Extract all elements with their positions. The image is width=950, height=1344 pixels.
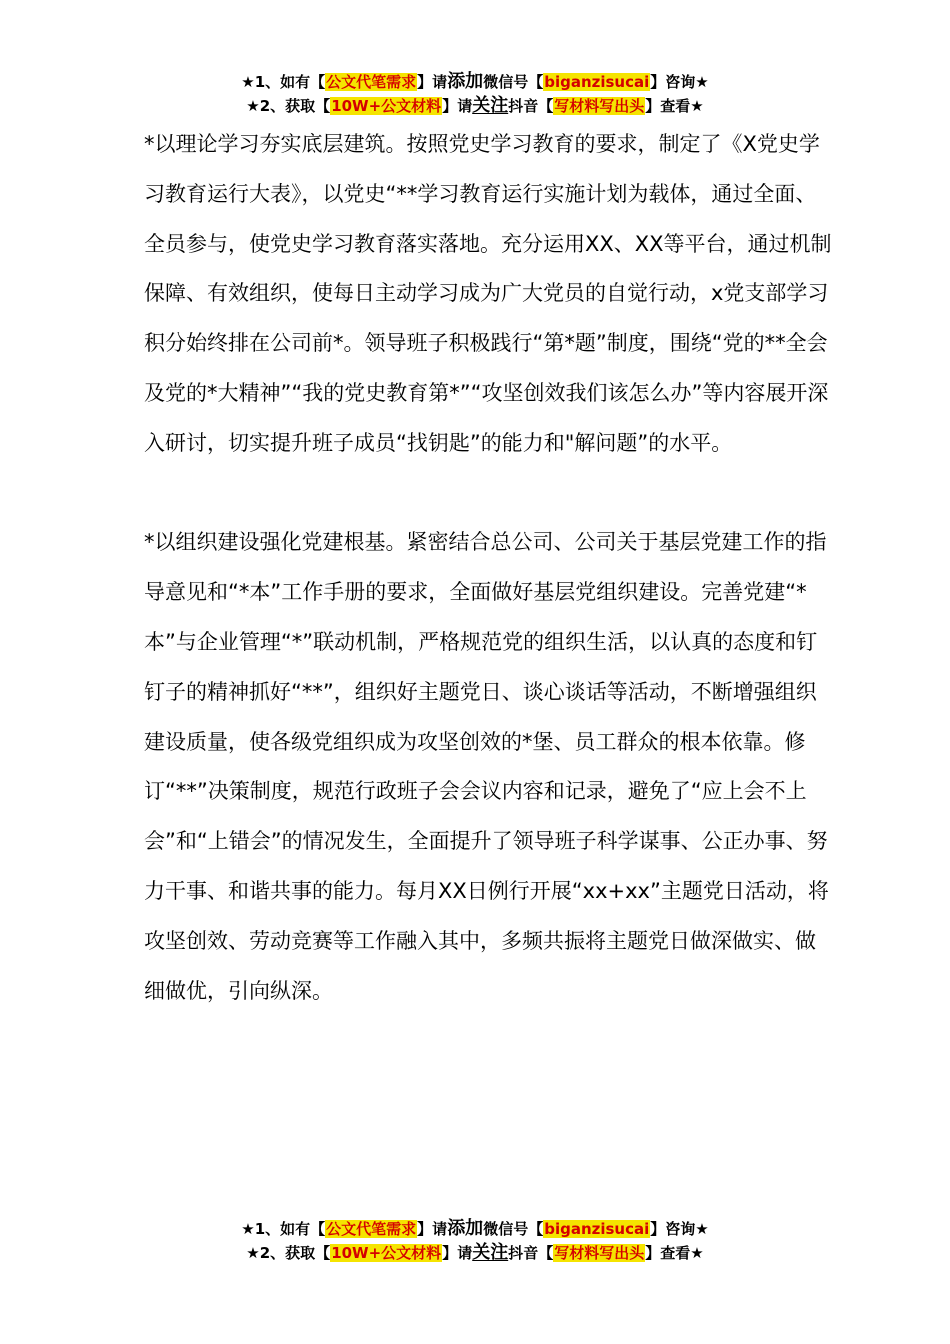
footer-line-1-prefix: ★1、如有【: [241, 1220, 326, 1238]
footer-line-2-highlight-1: 10W+公文材料: [331, 1244, 442, 1262]
footer-line-2-highlight-2: 写材料写出头: [554, 1244, 645, 1262]
footer-line-1-highlight-2: biganzisucai: [544, 1220, 650, 1238]
banner-line-2-highlight-2: 写材料写出头: [554, 97, 645, 115]
banner-line-1-suffix: 】咨询★: [650, 73, 709, 91]
header-banner: [0, 70, 950, 118]
footer-line-1-mid-1: 】请: [417, 1220, 448, 1238]
banner-line-1-highlight-1: 公文代笔需求: [326, 73, 417, 91]
banner-line-2-mid-2: 抖音【: [508, 97, 554, 115]
footer-line-2-suffix: 】查看★: [645, 1244, 704, 1262]
banner-line-1-mid-2: 微信号【: [483, 73, 544, 91]
footer-line-2-prefix: ★2、获取【: [246, 1244, 331, 1262]
footer-line-2-mid-1: 】请: [442, 1244, 473, 1262]
banner-line-2-highlight-1: 10W+公文材料: [331, 97, 442, 115]
document-body: [144, 120, 834, 1016]
footer-line-2-mid-2: 抖音【: [508, 1244, 554, 1262]
paragraph-organization-building: *以组织建设强化党建根基。紧密结合总公司、公司关于基层党建工作的指导意见和“*本”工作手册的要求，全面做好基层党组织建设。完善党建“*本”与企业管理“*”联动机制，严格规范党的组织生活，以认真的态度和钉钉子的精神抓好“**”，组织好主题党日、谈心谈话等活动，不断增强组织建设质量，使各级党组织成为攻坚创效的*堡、员工群众的根本依靠。修订“**”决策制度，规范行政班子会会议内容和记录，避免了“应上会不上会”和“上错会”的情况发生，全面提升了领导班子科学谋事、公正办事、努力干事、和谐共事的能力。每月XX日例行开展“xx+xx”主题党日活动，将攻坚创效、劳动竞赛等工作融入其中，多频共振将主题党日做深做实、做细做优，引向纵深。: [144, 530, 829, 1003]
banner-line-2: [0, 94, 950, 118]
footer-line-2-emphasis: 关注: [472, 1242, 509, 1263]
footer-banner: [0, 1217, 950, 1265]
banner-line-1: [0, 70, 950, 94]
footer-banner-line-2: [0, 1241, 950, 1265]
footer-line-1-highlight-1: 公文代笔需求: [326, 1220, 417, 1238]
banner-line-2-prefix: ★2、获取【: [246, 97, 331, 115]
banner-line-1-highlight-2: biganzisucai: [544, 73, 650, 91]
banner-line-2-emphasis: 关注: [472, 95, 509, 116]
footer-banner-line-1: [0, 1217, 950, 1241]
banner-line-2-mid-1: 】请: [442, 97, 473, 115]
banner-line-1-mid-1: 】请: [417, 73, 448, 91]
banner-line-2-suffix: 】查看★: [645, 97, 704, 115]
banner-line-1-emphasis: 添加: [447, 71, 484, 92]
footer-line-1-mid-2: 微信号【: [483, 1220, 544, 1238]
footer-line-1-emphasis: 添加: [447, 1218, 484, 1239]
paragraph-theory-study: *以理论学习夯实底层建筑。按照党史学习教育的要求，制定了《X党史学习教育运行大表》，以党史“**学习教育运行实施计划为载体，通过全面、全员参与，使党史学习教育落实落地。充分运用XX、XX等平台，通过机制保障、有效组织，使每日主动学习成为广大党员的自觉行动，x党支部学习积分始终排在公司前*。领导班子积极践行“第*题”制度，围绕“党的**全会及党的*大精神”“我的党史教育第*”“攻坚创效我们该怎么办”等内容展开深入研讨，切实提升班子成员“找钥匙”的能力和"解问题”的水平。: [144, 132, 832, 455]
banner-line-1-prefix: ★1、如有【: [241, 73, 326, 91]
footer-line-1-suffix: 】咨询★: [650, 1220, 709, 1238]
